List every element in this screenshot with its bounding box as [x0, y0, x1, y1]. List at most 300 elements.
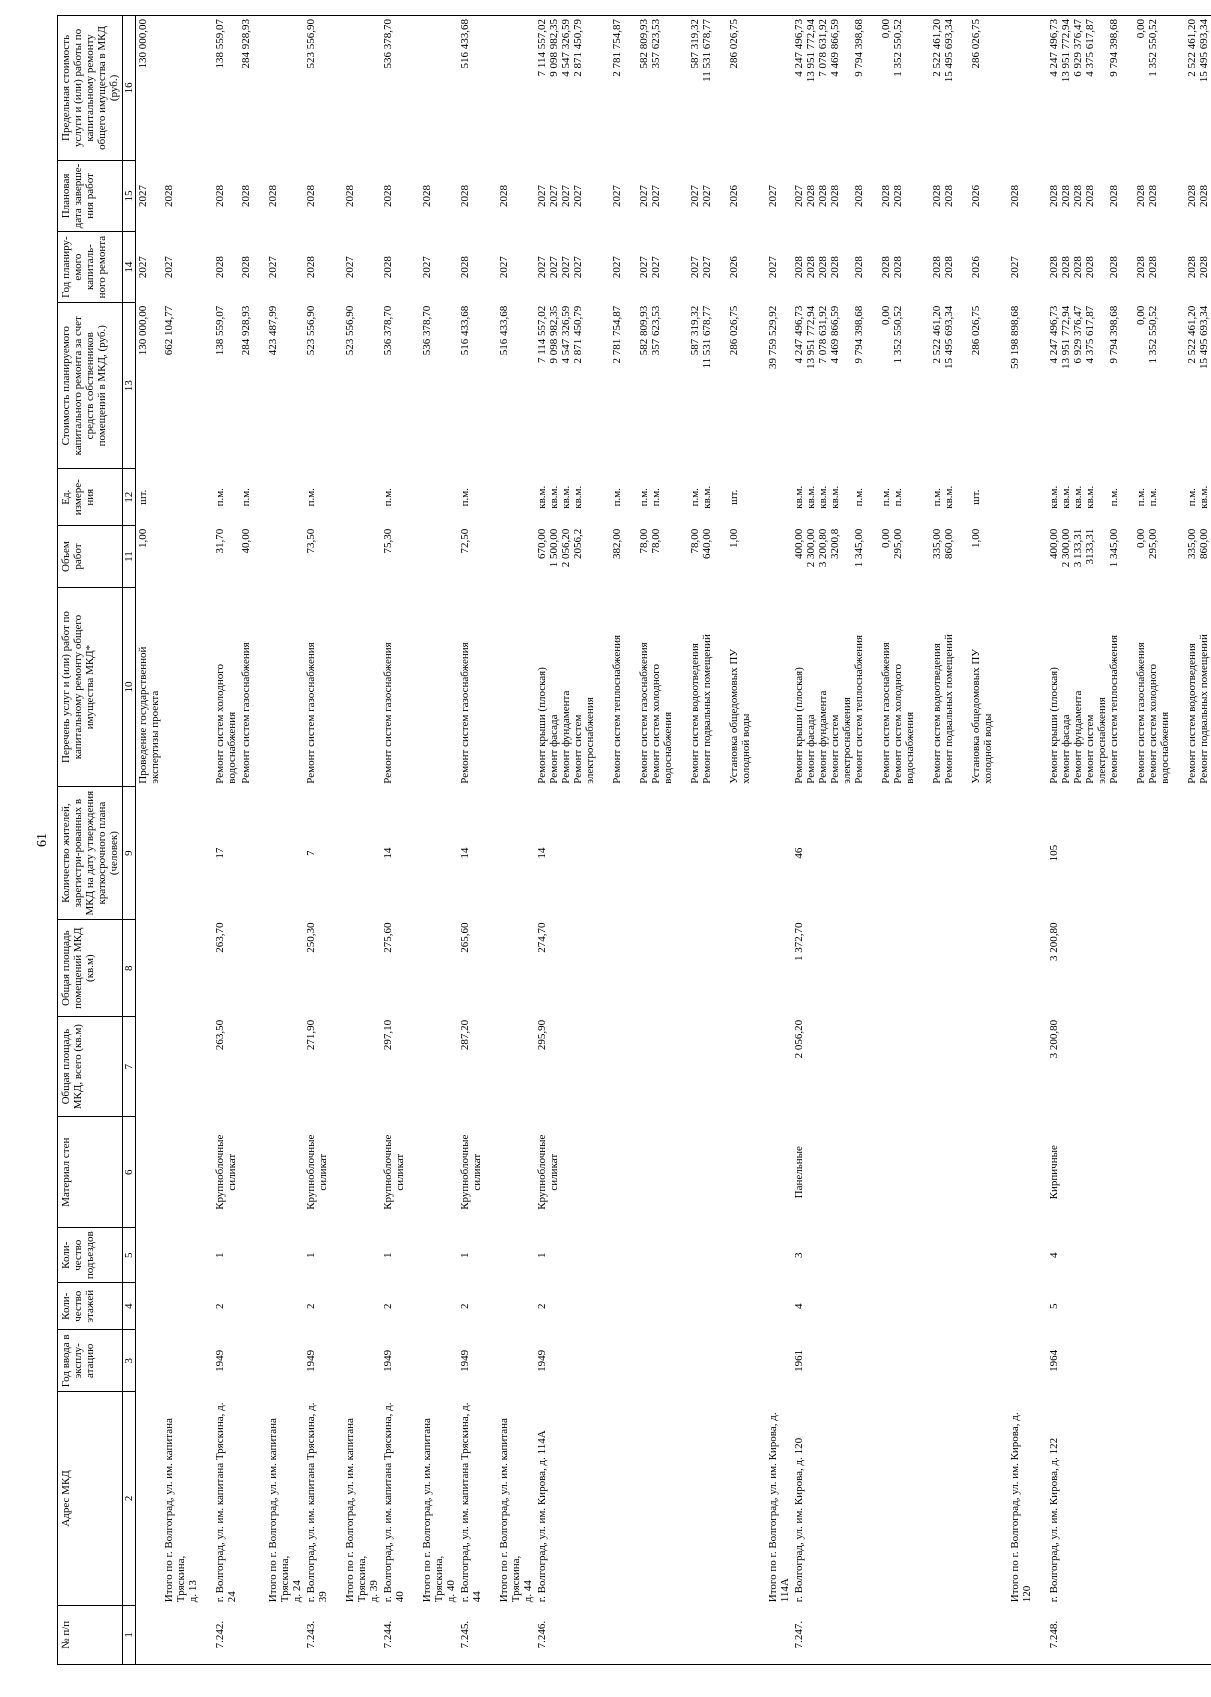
table-row-total [753, 16, 792, 1665]
column-number: 12 [123, 469, 136, 526]
cell-col-12: п.м. кв.м. [931, 485, 955, 509]
cell-col-3 [1121, 1330, 1172, 1392]
cell-col-10: Установка общедомовых ПУ холодной воды [970, 648, 994, 784]
cell-col-9 [597, 787, 624, 920]
cell-col-16: 4 247 496,73 13 951 772,94 7 078 631,92 4 469 866,59 9 794 398,68 [792, 16, 866, 161]
cell-col-13: 516 433,68 [498, 305, 510, 356]
cell-col-3: 1949 [382, 1349, 394, 1372]
cell-col-10: Ремонт крыши (плоская) Ремонт фасада Ремонт фундамента Ремонт систем электроснабжения [536, 667, 596, 784]
cell-col-9 [753, 787, 792, 920]
cell-col-3 [136, 1330, 163, 1392]
cell-col-14: 2027 [611, 256, 623, 279]
column-number: 9 [123, 787, 136, 920]
cell-col-6 [956, 1116, 995, 1228]
cell-col-12 [253, 469, 304, 526]
cell-col-15: 2028 [382, 184, 394, 207]
cell-col-7: 287,20 [459, 1019, 471, 1051]
cell-col-12: шт. [728, 489, 740, 505]
cell-col-2: Итого по г. Волгоград, ул. им. Кирова, д. 120 [1009, 1412, 1033, 1603]
column-number: 16 [123, 16, 136, 161]
cell-col-8 [866, 920, 917, 1017]
cell-col-10 [162, 587, 200, 786]
cell-col-13: 587 319,32 11 531 678,77 [689, 305, 713, 369]
cell-col-2: г. Волгоград, ул. им. капитана Тряскина, д. 24 [214, 1402, 238, 1603]
cell-col-4 [917, 1283, 956, 1330]
table-row-house [381, 16, 407, 1665]
cell-col-11: 335,00 860,00 [931, 528, 955, 559]
table-row-house [200, 16, 239, 1665]
cell-col-9 [956, 787, 995, 920]
cell-col-10: Ремонт систем газоснабжения [382, 642, 394, 784]
header-row [58, 16, 123, 1665]
table-row-house [535, 16, 597, 1665]
cell-col-6 [1172, 1116, 1211, 1228]
cell-col-5 [239, 1228, 253, 1283]
table-row-work [1121, 16, 1172, 1665]
cell-col-8: 274,70 [536, 922, 548, 953]
cell-col-4 [239, 1283, 253, 1330]
cell-col-6: Кирпичные [1048, 1145, 1060, 1200]
cell-col-6 [753, 1116, 792, 1228]
cell-col-16 [407, 16, 458, 161]
cell-col-15: 2028 [421, 184, 433, 207]
cell-col-11: 31,70 [214, 528, 226, 554]
table-row-work [714, 16, 753, 1665]
cell-col-3 [162, 1330, 200, 1392]
cell-col-1 [597, 1605, 624, 1664]
cell-col-12: п.м. [240, 488, 252, 507]
cell-col-7 [253, 1017, 304, 1117]
table-row-work [675, 16, 714, 1665]
cell-col-2: г. Волгоград, ул. им. Кирова, д. 122 [1048, 1437, 1060, 1603]
cell-col-5 [253, 1228, 304, 1283]
cell-col-9: 14 [459, 847, 471, 859]
cell-col-15: 2028 [1009, 184, 1021, 207]
cell-col-6: Крупноблочные силикат [536, 1134, 560, 1210]
cell-col-13: 536 378,70 [382, 305, 394, 356]
cell-col-2: г. Волгоград, ул. им. капитана Тряскина, д. 39 [305, 1402, 329, 1603]
cell-col-5: 1 [382, 1252, 394, 1258]
cell-col-10: Ремонт систем теплоснабжения [611, 634, 623, 784]
table-row-house [458, 16, 484, 1665]
cell-col-9 [1172, 787, 1211, 920]
cell-col-8: 250,30 [305, 922, 317, 953]
cell-col-14: 2027 [767, 256, 779, 279]
cell-col-15: 2028 2028 [880, 184, 904, 207]
cell-col-9 [624, 787, 675, 920]
cell-col-16: 286 026,75 [714, 16, 753, 161]
cell-col-6: Крупноблочные силикат [382, 1134, 406, 1210]
cell-col-4 [753, 1283, 792, 1330]
cell-col-3 [407, 1330, 458, 1392]
table-row-work [597, 16, 624, 1665]
header-cell: Ед. измере-ния [58, 469, 123, 526]
column-number: 5 [123, 1228, 136, 1283]
column-number-row [123, 16, 136, 1665]
cell-col-13: 284 928,93 [240, 305, 252, 356]
cell-col-6 [407, 1116, 458, 1228]
cell-col-5 [866, 1228, 917, 1283]
header-cell: Год ввода в эксплу-атацию [58, 1330, 123, 1392]
rotated-page [35, 15, 1210, 1665]
table-row-total [330, 16, 381, 1665]
cell-col-2 [1121, 1392, 1172, 1606]
cell-col-1: 7.246. [535, 1605, 597, 1664]
cell-col-7 [136, 1017, 163, 1117]
cell-col-11: 72,50 [459, 528, 471, 554]
column-number: 3 [123, 1330, 136, 1392]
cell-col-15: 2028 [163, 184, 175, 207]
cell-col-1 [753, 1605, 792, 1664]
cell-col-8 [995, 920, 1034, 1017]
cell-col-10 [753, 587, 792, 786]
cell-col-16 [995, 16, 1034, 161]
cell-col-2 [956, 1392, 995, 1606]
cell-col-12 [407, 469, 458, 526]
cell-col-7: 271,90 [305, 1019, 317, 1051]
cell-col-8: 1 372,70 [793, 922, 805, 962]
cell-col-12: п.м. кв.м. [689, 485, 713, 509]
cell-col-2 [239, 1392, 253, 1606]
cell-col-3 [917, 1330, 956, 1392]
cell-col-14: 2026 [970, 256, 982, 279]
cell-col-15: 2027 [137, 184, 149, 207]
cell-col-1 [253, 1605, 304, 1664]
cell-col-15: 2027 2028 2028 2028 2028 [793, 184, 865, 207]
cell-col-16: 0,00 1 352 550,52 [1121, 16, 1172, 161]
cell-col-2: г. Волгоград, ул. им. Кирова, д. 114А [536, 1430, 548, 1603]
cell-col-1 [136, 1605, 163, 1664]
cell-col-14: 2028 2028 [1186, 256, 1210, 279]
cell-col-10: Ремонт систем газоснабжения [459, 642, 471, 784]
cell-col-4 [597, 1283, 624, 1330]
header-cell: Объем работ [58, 526, 123, 588]
cell-col-3: 1949 [536, 1349, 548, 1372]
cell-col-10: Установка общедомовых ПУ холодной воды [728, 648, 752, 784]
table-row-work [866, 16, 917, 1665]
cell-col-13: 523 556,90 [305, 305, 317, 356]
header-cell: Общая площадь МКД, всего (кв.м) [58, 1017, 123, 1117]
cell-col-4: 5 [1048, 1303, 1060, 1309]
cell-col-11 [753, 526, 792, 588]
cell-col-4 [330, 1283, 381, 1330]
cell-col-9 [1121, 787, 1172, 920]
cell-col-12 [484, 469, 535, 526]
cell-col-2: Итого по г. Волгоград, ул. им. Кирова, д. 114А [767, 1412, 791, 1603]
cell-col-1 [330, 1605, 381, 1664]
header-cell: Адрес МКД [58, 1392, 123, 1606]
cell-col-4 [1121, 1283, 1172, 1330]
cell-col-7: 295,90 [536, 1019, 548, 1051]
cell-col-14: 2028 2028 [1135, 256, 1159, 279]
cell-col-12: п.м. [382, 488, 394, 507]
cell-col-13: 39 759 529,92 [767, 305, 779, 369]
cell-col-13: 286 026,75 [970, 305, 982, 356]
cell-col-14: 2027 [137, 256, 149, 279]
cell-col-13: 2 522 461,20 15 495 693,34 [931, 305, 955, 369]
table-row-total [484, 16, 535, 1665]
cell-col-11: 0,00 295,00 [880, 528, 904, 559]
cell-col-3 [995, 1330, 1034, 1392]
cell-col-8 [162, 920, 200, 1017]
cell-col-7 [330, 1017, 381, 1117]
cell-col-5 [675, 1228, 714, 1283]
column-number: 2 [123, 1392, 136, 1606]
cell-col-10: Ремонт систем газоснабжения Ремонт систем холодного водоснабжения [638, 642, 674, 784]
cell-col-7 [1172, 1017, 1211, 1117]
cell-col-12: п.м. п.м. [1135, 488, 1159, 507]
cell-col-9 [407, 787, 458, 920]
cell-col-7 [484, 1017, 535, 1117]
cell-col-6 [597, 1116, 624, 1228]
cell-col-5 [1172, 1228, 1211, 1283]
cell-col-8 [917, 920, 956, 1017]
capital-repair-table [57, 15, 1211, 1665]
cell-col-12: кв.м. кв.м. кв.м. кв.м. [536, 485, 584, 509]
cell-col-5 [714, 1228, 753, 1283]
cell-col-8: 265,60 [459, 922, 471, 953]
cell-col-10: Ремонт систем газоснабжения [305, 642, 317, 784]
cell-col-13: 7 114 557,02 9 098 982,35 4 547 326,59 2 871 450,79 [536, 305, 584, 364]
cell-col-13: 536 378,70 [421, 305, 433, 356]
column-number: 10 [123, 587, 136, 786]
cell-col-8: 263,70 [214, 922, 226, 953]
cell-col-1: 7.248. [1034, 1605, 1121, 1664]
table-body [136, 16, 1211, 1665]
cell-col-11: 400,00 2 300,00 3 200,80 3200,8 1 345,00 [793, 528, 865, 568]
cell-col-14: 2028 2028 2028 2028 2028 [1048, 256, 1120, 279]
cell-col-7 [1121, 1017, 1172, 1117]
cell-col-6 [675, 1116, 714, 1228]
cell-col-13: 59 198 898,68 [1009, 305, 1021, 369]
cell-col-8 [753, 920, 792, 1017]
cell-col-1 [995, 1605, 1034, 1664]
cell-col-9: 46 [793, 847, 805, 859]
header-cell: Количество жителей, зарегистри-рованных в МКД на дату утверждения краткосрочного плана (человек) [58, 787, 123, 920]
cell-col-16: 284 928,93 [239, 16, 253, 161]
cell-col-11: 78,00 640,00 [689, 528, 713, 559]
cell-col-12: п.м. п.м. [638, 488, 662, 507]
cell-col-16 [253, 16, 304, 161]
cell-col-12: п.м. [459, 488, 471, 507]
cell-col-1: 7.244. [381, 1605, 407, 1664]
cell-col-11: 335,00 860,00 [1186, 528, 1210, 559]
cell-col-16: 7 114 557,02 9 098 982,35 4 547 326,59 2 871 450,79 [535, 16, 597, 161]
cell-col-5 [956, 1228, 995, 1283]
cell-col-6 [995, 1116, 1034, 1228]
cell-col-3 [597, 1330, 624, 1392]
cell-col-10: Ремонт систем холодного водоснабжения [214, 664, 238, 784]
cell-col-9: 14 [536, 847, 548, 859]
cell-col-10: Ремонт систем газоснабжения Ремонт систем холодного водоснабжения [1135, 642, 1171, 784]
cell-col-3 [624, 1330, 675, 1392]
header-cell: Предельная стоимость услуги и (или) работы по капитальному ремонту общего имущества в МКД (руб.) [58, 16, 123, 161]
table-row-work [917, 16, 956, 1665]
cell-col-11 [253, 526, 304, 588]
cell-col-5 [1121, 1228, 1172, 1283]
column-number: 6 [123, 1116, 136, 1228]
cell-col-11: 1,00 [970, 528, 982, 548]
cell-col-9 [995, 787, 1034, 920]
page-number: 61 [35, 833, 50, 847]
column-number: 8 [123, 920, 136, 1017]
column-number: 4 [123, 1283, 136, 1330]
cell-col-16: 582 809,93 357 623,53 [624, 16, 675, 161]
cell-col-6: Панельные [793, 1146, 805, 1199]
cell-col-10: Ремонт систем водоотведения Ремонт подвальных помещений [689, 634, 713, 784]
cell-col-14: 2028 [382, 256, 394, 279]
cell-col-4 [675, 1283, 714, 1330]
table-row-work [624, 16, 675, 1665]
cell-col-1 [407, 1605, 458, 1664]
cell-col-4 [253, 1283, 304, 1330]
cell-col-10: Ремонт систем газоснабжения Ремонт систем холодного водоснабжения [880, 642, 916, 784]
cell-col-7: 297,10 [382, 1019, 394, 1051]
cell-col-3 [253, 1330, 304, 1392]
cell-col-16: 130 000,00 [136, 16, 163, 161]
cell-col-12: п.м. [305, 488, 317, 507]
cell-col-2: г. Волгоград, ул. им. капитана Тряскина, д. 44 [459, 1402, 483, 1603]
cell-col-9 [330, 787, 381, 920]
cell-col-14: 2028 [214, 256, 226, 279]
cell-col-14: 2028 2028 [931, 256, 955, 279]
cell-col-16: 587 319,32 11 531 678,77 [675, 16, 714, 161]
cell-col-10: Проведение государственной экспертизы проекта [137, 646, 161, 784]
cell-col-4: 2 [214, 1303, 226, 1309]
cell-col-2 [597, 1392, 624, 1606]
cell-col-15: 2027 [767, 184, 779, 207]
cell-col-2 [675, 1392, 714, 1606]
cell-col-3 [714, 1330, 753, 1392]
cell-col-1 [1172, 1605, 1211, 1664]
cell-col-9 [239, 787, 253, 920]
cell-col-16: 516 433,68 [458, 16, 484, 161]
cell-col-13: 4 247 496,73 13 951 772,94 7 078 631,92 4 469 866,59 9 794 398,68 [793, 305, 865, 369]
header-cell: Коли-чество подъездов [58, 1228, 123, 1283]
cell-col-11 [162, 526, 200, 588]
cell-col-15: 2028 [498, 184, 510, 207]
cell-col-7 [866, 1017, 917, 1117]
cell-col-7 [162, 1017, 200, 1117]
cell-col-8 [624, 920, 675, 1017]
cell-col-16: 2 781 754,87 [597, 16, 624, 161]
cell-col-5 [597, 1228, 624, 1283]
cell-col-15: 2027 2027 2027 2027 [536, 184, 584, 207]
cell-col-1 [714, 1605, 753, 1664]
cell-col-15: 2028 2028 2028 2028 2028 [1048, 184, 1120, 207]
cell-col-15: 2026 [728, 184, 740, 207]
cell-col-5: 3 [793, 1252, 805, 1258]
cell-col-1 [956, 1605, 995, 1664]
cell-col-12: шт. [137, 489, 149, 505]
cell-col-2: г. Волгоград, ул. им. капитана Тряскина, д. 40 [382, 1402, 406, 1603]
cell-col-16 [753, 16, 792, 161]
cell-col-2 [1172, 1392, 1211, 1606]
header-cell: Коли-чество этажей [58, 1283, 123, 1330]
cell-col-6 [1121, 1116, 1172, 1228]
cell-col-7 [753, 1017, 792, 1117]
cell-col-3 [1172, 1330, 1211, 1392]
cell-col-13: 582 809,93 357 623,53 [638, 305, 662, 356]
cell-col-1 [162, 1605, 200, 1664]
table-row-work [239, 16, 253, 1665]
cell-col-6 [484, 1116, 535, 1228]
header-cell: Общая площадь помещений МКД (кв.м) [58, 920, 123, 1017]
table-row-total [162, 16, 200, 1665]
cell-col-4 [484, 1283, 535, 1330]
cell-col-14: 2027 [344, 256, 356, 279]
cell-col-13: 0,00 1 352 550,52 [1135, 305, 1159, 364]
cell-col-1 [675, 1605, 714, 1664]
cell-col-14: 2027 2027 2027 2027 [536, 256, 584, 279]
cell-col-9 [917, 787, 956, 920]
cell-col-11: 1,00 [728, 528, 740, 548]
cell-col-2: Итого по г. Волгоград, ул. им. капитана Тряскина, д. 13 [163, 1418, 199, 1603]
cell-col-7 [714, 1017, 753, 1117]
cell-col-8 [407, 920, 458, 1017]
cell-col-3 [866, 1330, 917, 1392]
cell-col-4: 2 [536, 1303, 548, 1309]
cell-col-6 [917, 1116, 956, 1228]
cell-col-9 [136, 787, 163, 920]
cell-col-3: 1949 [305, 1349, 317, 1372]
cell-col-1: 7.243. [304, 1605, 330, 1664]
cell-col-11 [995, 526, 1034, 588]
cell-col-9 [162, 787, 200, 920]
cell-col-1: 7.242. [200, 1605, 239, 1664]
cell-col-9 [484, 787, 535, 920]
table-row-house [792, 16, 866, 1665]
cell-col-13: 2 522 461,20 15 495 693,34 [1186, 305, 1210, 369]
cell-col-5 [917, 1228, 956, 1283]
cell-col-16: 0,00 1 352 550,52 [866, 16, 917, 161]
cell-col-1 [484, 1605, 535, 1664]
cell-col-1 [866, 1605, 917, 1664]
cell-col-5 [484, 1228, 535, 1283]
cell-col-8: 275,60 [382, 922, 394, 953]
cell-col-12: п.м. [611, 488, 623, 507]
column-number: 7 [123, 1017, 136, 1117]
cell-col-6 [239, 1116, 253, 1228]
cell-col-3: 1949 [214, 1349, 226, 1372]
cell-col-4 [995, 1283, 1034, 1330]
cell-col-16: 2 522 461,20 15 495 693,34 [1172, 16, 1211, 161]
cell-col-7 [995, 1017, 1034, 1117]
cell-col-3 [753, 1330, 792, 1392]
table-row-total [253, 16, 304, 1665]
cell-col-11 [330, 526, 381, 588]
cell-col-7: 3 200,80 [1048, 1019, 1060, 1059]
cell-col-5 [624, 1228, 675, 1283]
cell-col-12 [995, 469, 1034, 526]
table-row-house [1034, 16, 1121, 1665]
cell-col-16: 4 247 496,73 13 951 772,94 6 929 376,47 4 375 617,87 9 794 398,68 [1034, 16, 1121, 161]
cell-col-10 [995, 587, 1034, 786]
cell-col-10: Ремонт систем газоснабжения [240, 642, 252, 784]
cell-col-8 [1172, 920, 1211, 1017]
cell-col-15: 2027 2027 [689, 184, 713, 207]
cell-col-12: кв.м. кв.м. кв.м. кв.м. п.м. [1048, 485, 1120, 509]
header-cell: Год планиру-емого капиталь-ного ремонта [58, 232, 123, 303]
cell-col-11: 0,00 295,00 [1135, 528, 1159, 559]
cell-col-9 [866, 787, 917, 920]
cell-col-4 [956, 1283, 995, 1330]
cell-col-4: 4 [793, 1303, 805, 1309]
cell-col-2 [136, 1392, 163, 1606]
cell-col-10: Ремонт систем водоотведения Ремонт подвальных помещений [931, 634, 955, 784]
cell-col-2: Итого по г. Волгоград, ул. им. капитана Тряскина, д. 39 [344, 1418, 380, 1603]
cell-col-1 [624, 1605, 675, 1664]
